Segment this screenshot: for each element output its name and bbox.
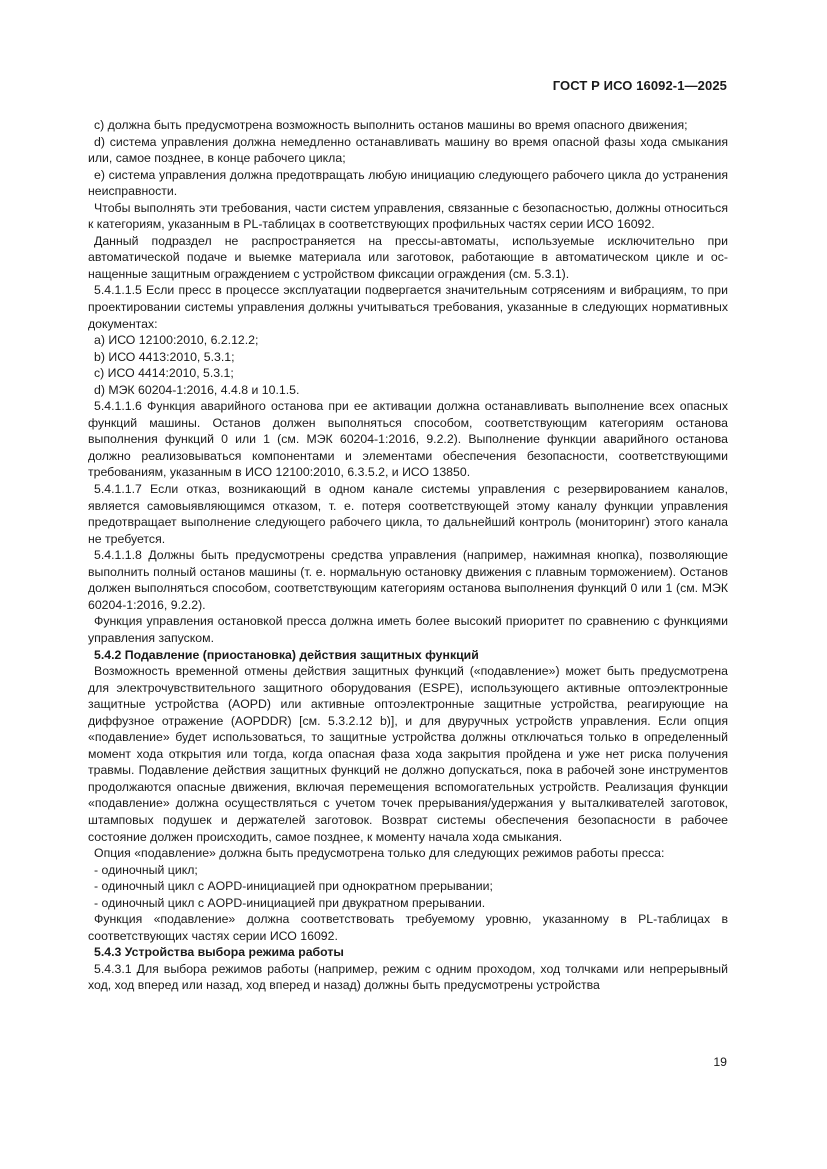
paragraph: 5.4.1.1.7 Если отказ, возникающий в одном канале системы управления с резервированием каналов, является самовыявляющимся отказом, т. е. потеря соответствующей этому каналу функции управления предотвращает выполнение следующего рабочего цикла, то дальнейший контроль (мониторинг) этого канала не требуется.: [88, 482, 728, 546]
paragraph: Функция управления остановкой пресса должна иметь более высокий приоритет по сравнению с функциями управления запуском.: [88, 614, 728, 645]
list-item: - одиночный цикл с AOPD-инициацией при однократном прерывании;: [94, 879, 493, 894]
page-number: 19: [713, 1055, 727, 1069]
paragraph: Функция «подавление» должна соответствовать требуемому уровню, указанному в PL-таблицах в соответствующих частях серии ИСО 16092.: [88, 912, 728, 943]
list-item: b) ИСО 4413:2010, 5.3.1;: [94, 349, 235, 364]
paragraph: 5.4.1.1.6 Функция аварийного останова при ее активации должна останавливать выполнение всех опасных функций машины. Останов должен выполняться способом, соответствующим категориям останова выполнения функций 0 или 1 (см. МЭК 60204-1:2016, 9.2.2). Выполнение функции аварийного останова должно реализовываться компонентами и элементами обеспечения безопасности, соответствующими требованиям, указанным в ИСО 12100:2010, 6.3.5.2, и ИСО 13850.: [88, 399, 728, 480]
list-item: e) система управления должна предотвращать любую инициацию следующего рабочего цикла до устранения неисправности.: [88, 167, 728, 199]
paragraph: 5.4.1.1.5 Если пресс в процессе эксплуатации подвергается значительным сотрясениям и вибрациям, то при проектировании системы управления должны учитываться требования, указанные в следующих нормативных документах:: [88, 283, 728, 331]
paragraph: Опция «подавление» должна быть предусмотрена только для следующих режимов работы пресса:: [94, 846, 665, 861]
list-item: - одиночный цикл;: [94, 862, 198, 877]
list-item: - одиночный цикл с AOPD-инициацией при двукратном прерывании.: [94, 895, 486, 910]
paragraph: 5.4.3.1 Для выбора режимов работы (например, режим с одним проходом, ход толчками или непрерывный ход, ход вперед или назад, ход вперед и назад) должны быть предусмотрены устройства: [88, 961, 728, 993]
list-item: a) ИСО 12100:2010, 6.2.12.2;: [94, 333, 259, 348]
list-item: d) МЭК 60204-1:2016, 4.4.8 и 10.1.5.: [94, 382, 300, 397]
paragraph: 5.4.1.1.8 Должны быть предусмотрены средства управления (например, нажимная кнопка), позволяющие выполнить полный останов машины (т. е. нормальную остановку движения с плавным торможением). Останов должен выполняться способом, соответствующим категориям останова выполнения функций 0 или 1 (см. МЭК 60204-1:2016, 9.2.2).: [88, 548, 728, 612]
section-heading: 5.4.2 Подавление (приостановка) действия защитных функций: [94, 647, 479, 662]
list-item: c) ИСО 4414:2010, 5.3.1;: [94, 366, 234, 381]
paragraph: Возможность временной отмены действия защитных функций («подавление») может быть предусмотрена для электрочувствительного защитного оборудования (ESPE), использующего активные оптоэлектронные защитные устройства (AOPD) или активные оптоэлектронные защитные устройства, реагирующие на диффузное отражение (AOPDDR) [см. 5.3.2.12 b)], и для двуручных устройств управления. Если опция «подавление» будет использоваться, то защитные устройства должны отключаться только в определенный момент хода открытия или тогда, когда опасная фаза хода закрытия пройдена и уже нет риска получения травмы. Подавление действия защитных функций не должно допускаться, пока в рабочей зоне инструментов продолжаются опасные движения, включая перемещения вспомогательных устройств. Реализация функции «подавление» должна осуществляться с учетом точек прерывания/удержания у выталкивателей заготовок, штамповых подушек и держателей заготовок. Возврат системы обеспечения безопасности в рабочее состояние должен происходить, самое позднее, к моменту начала хода смыкания.: [88, 664, 728, 844]
list-item: d) система управления должна немедленно останавливать машину во время опасной фазы хода смыкания или, самое позднее, в конце рабочего цикла;: [88, 134, 728, 166]
paragraph: Чтобы выполнять эти требования, части систем управления, связанные с безопасностью, должны относиться к категориям, указанным в PL-таблицах в соответствующих профильных частях серии ИСО 16092.: [88, 200, 728, 232]
section-heading: 5.4.3 Устройства выбора режима работы: [94, 945, 344, 960]
list-item: c) должна быть предусмотрена возможность выполнить останов машины во время опасного движения;: [94, 118, 688, 132]
document-body: [88, 117, 728, 994]
document-header-id: ГОСТ Р ИСО 16092-1—2025: [552, 78, 727, 93]
paragraph: Данный подраздел не распространяется на прессы-автоматы, используемые исключительно при автоматической подаче и выемке материала или заготовок, работающие в автоматическом цикле и оснащенные защитным ограждением с устройством фиксации ограждения (см. 5.3.1).: [88, 233, 728, 281]
